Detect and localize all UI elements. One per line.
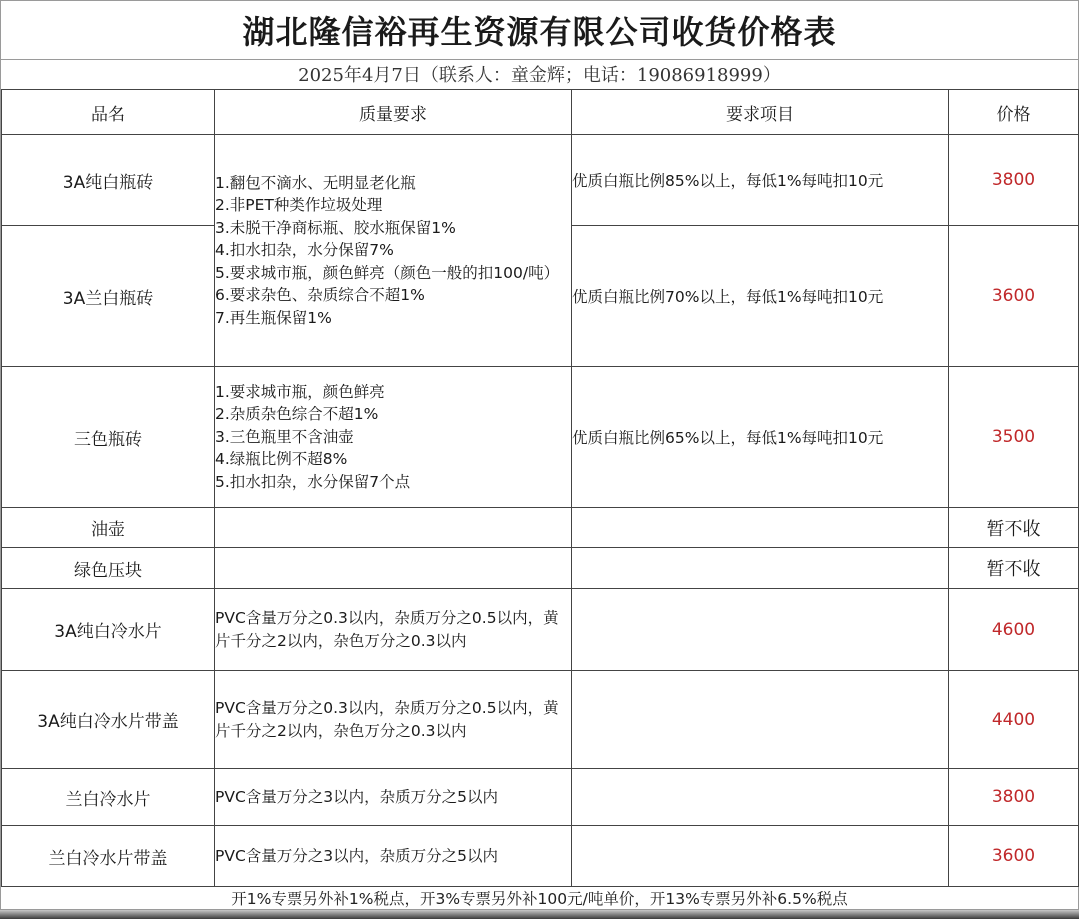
price-table [1, 89, 1079, 887]
item-name: 3A纯白瓶砖 [2, 135, 215, 226]
price-cell: 4400 [949, 671, 1079, 769]
table-row [2, 589, 1079, 671]
quality-line: 1.翻包不滴水、无明显老化瓶 [215, 173, 416, 192]
quality-cell-empty [215, 548, 572, 589]
item-name: 油壶 [2, 508, 215, 548]
price-cell: 3800 [949, 135, 1079, 226]
table-row [2, 548, 1079, 589]
table-row [2, 671, 1079, 769]
requirement-cell-empty [572, 508, 949, 548]
requirement-cell-empty [572, 769, 949, 826]
quality-list-bottle-bricks [215, 135, 572, 367]
header-requirement: 要求项目 [572, 90, 949, 135]
requirement-cell: 优质白瓶比例70%以上，每低1%每吨扣10元 [572, 226, 949, 367]
table-row [2, 826, 1079, 887]
table-row [2, 769, 1079, 826]
price-cell: 暂不收 [949, 548, 1079, 589]
quality-line: 1.要求城市瓶，颜色鲜亮 [215, 382, 385, 401]
item-name: 3A纯白冷水片带盖 [2, 671, 215, 769]
item-name: 兰白冷水片带盖 [2, 826, 215, 887]
quality-line: 5.扣水扣杂，水分保留7个点 [215, 472, 411, 491]
requirement-cell-empty [572, 671, 949, 769]
item-name: 3A纯白冷水片 [2, 589, 215, 671]
footer-note: 开1%专票另外补1%税点，开3%专票另外补100元/吨单价，开13%专票另外补6.5%税点 [231, 890, 848, 908]
header-name: 品名 [2, 90, 215, 135]
quality-line: 3.未脱干净商标瓶、胶水瓶保留1% [215, 218, 456, 237]
requirement-cell: 优质白瓶比例85%以上，每低1%每吨扣10元 [572, 135, 949, 226]
quality-line: 6.要求杂色、杂质综合不超1% [215, 286, 425, 305]
quality-cell: PVC含量万分之3以内，杂质万分之5以内 [215, 769, 572, 826]
bottom-edge-strip [0, 910, 1079, 919]
table-row [2, 508, 1079, 548]
page-subtitle: 2025年4月7日（联系人：童金辉；电话：19086918999） [1, 59, 1078, 90]
quality-line: 3.三色瓶里不含油壶 [215, 427, 354, 446]
item-name: 3A兰白瓶砖 [2, 226, 215, 367]
requirement-cell-empty [572, 548, 949, 589]
quality-list-tricolor [215, 367, 572, 508]
item-name: 绿色压块 [2, 548, 215, 589]
quality-line: 2.非PET种类作垃圾处理 [215, 196, 383, 215]
header-quality: 质量要求 [215, 90, 572, 135]
item-name: 兰白冷水片 [2, 769, 215, 826]
table-row [2, 135, 1079, 226]
header-price: 价格 [949, 90, 1079, 135]
requirement-cell: 优质白瓶比例65%以上，每低1%每吨扣10元 [572, 367, 949, 508]
quality-cell: PVC含量万分之0.3以内，杂质万分之0.5以内，黄片千分之2以内，杂色万分之0.3以内 [215, 589, 572, 671]
quality-cell: PVC含量万分之0.3以内，杂质万分之0.5以内，黄片千分之2以内，杂色万分之0.3以内 [215, 671, 572, 769]
price-cell: 3800 [949, 769, 1079, 826]
requirement-cell-empty [572, 826, 949, 887]
quality-cell: PVC含量万分之3以内，杂质万分之5以内 [215, 826, 572, 887]
quality-line: 2.杂质杂色综合不超1% [215, 405, 379, 424]
price-cell: 3500 [949, 367, 1079, 508]
price-cell: 4600 [949, 589, 1079, 671]
table-header-row [2, 90, 1079, 135]
quality-line: 4.扣水扣杂，水分保留7% [215, 241, 394, 260]
table-row [2, 367, 1079, 508]
quality-cell-empty [215, 508, 572, 548]
quality-line: 5.要求城市瓶，颜色鲜亮（颜色一般的扣100/吨） [215, 263, 560, 282]
price-cell: 3600 [949, 826, 1079, 887]
page-title: 湖北隆信裕再生资源有限公司收货价格表 [1, 1, 1078, 60]
quality-line: 7.再生瓶保留1% [215, 308, 332, 327]
price-cell: 暂不收 [949, 508, 1079, 548]
price-cell: 3600 [949, 226, 1079, 367]
quality-line: 4.绿瓶比例不超8% [215, 450, 348, 469]
item-name: 三色瓶砖 [2, 367, 215, 508]
requirement-cell-empty [572, 589, 949, 671]
